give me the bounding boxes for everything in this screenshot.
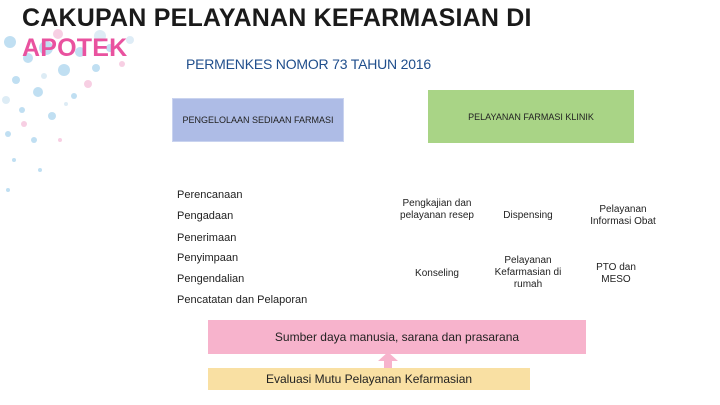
left-item: Penerimaan xyxy=(177,232,237,244)
pengelolaan-header-label: PENGELOLAAN SEDIAAN FARMASI xyxy=(182,115,334,125)
page-title-line1: CAKUPAN PELAYANAN KEFARMASIAN DI xyxy=(22,4,532,32)
right-item: Konseling xyxy=(415,268,459,279)
right-item: PTO dan MESO xyxy=(596,262,636,285)
resources-label: Sumber daya manusia, sarana dan prasarana xyxy=(274,330,520,344)
pengelolaan-header-box xyxy=(172,98,344,142)
page-title-line2: APOTEK xyxy=(22,34,128,62)
regulation-subtitle: PERMENKES NOMOR 73 TAHUN 2016 xyxy=(186,56,431,72)
resources-bar xyxy=(208,320,586,354)
right-item: Dispensing xyxy=(503,210,553,221)
left-item: Pencatatan dan Pelaporan xyxy=(177,294,308,306)
farmasi-klinik-header-label: PELAYANAN FARMASI KLINIK xyxy=(468,111,594,122)
left-item: Pengendalian xyxy=(177,273,245,285)
farmasi-klinik-header-box xyxy=(428,90,634,143)
evaluation-label: Evaluasi Mutu Pelayanan Kefarmasian xyxy=(265,372,473,386)
right-item: Pelayanan Kefarmasian di rumah xyxy=(494,255,562,290)
left-item: Pengadaan xyxy=(177,210,234,222)
right-item: Pengkajian dan pelayanan resep xyxy=(400,198,474,221)
left-item: Perencanaan xyxy=(177,189,243,201)
evaluation-bar xyxy=(208,368,530,390)
left-item: Penyimpaan xyxy=(177,252,239,264)
right-item: Pelayanan Informasi Obat xyxy=(590,204,656,227)
